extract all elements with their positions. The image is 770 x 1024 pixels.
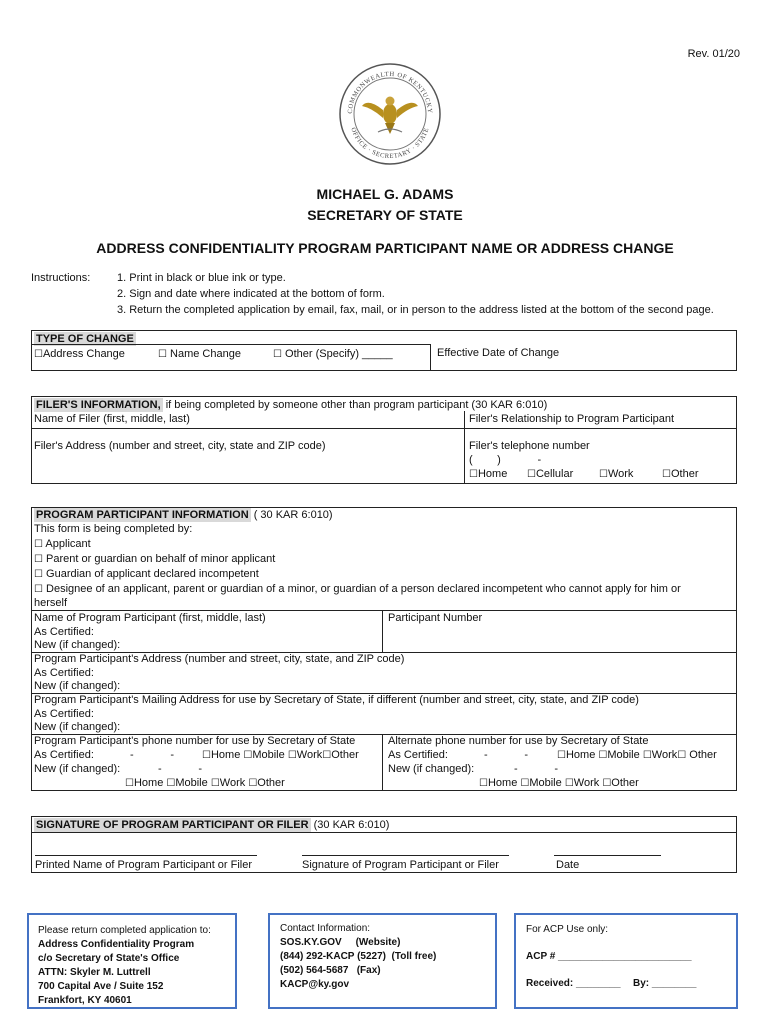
type-of-change-heading: TYPE OF CHANGE [36, 333, 134, 345]
acp-use-box [514, 913, 738, 1009]
checkbox-icon[interactable]: ☐ [479, 778, 488, 789]
acp-received-field[interactable]: Received: ________ [526, 978, 621, 989]
participant-address-label: Program Participant's Address (number and street, city, state, and ZIP code) [34, 653, 405, 665]
option-applicant[interactable]: ☐ Applicant [34, 538, 91, 550]
address-as-certified[interactable]: As Certified: [34, 667, 94, 679]
filer-phone-home[interactable]: ☐Home [469, 468, 508, 480]
checkbox-icon[interactable]: ☐ [662, 469, 671, 480]
option-other[interactable]: ☐ Other (Specify) _____ [273, 348, 393, 360]
filer-address-field[interactable]: Filer's Address (number and street, city, state and ZIP code) [34, 440, 326, 452]
name-as-certified[interactable]: As Certified: [34, 626, 94, 638]
checkbox-icon[interactable]: ☐ [677, 750, 687, 761]
participant-number-field[interactable]: Participant Number [388, 612, 483, 624]
checkbox-icon[interactable]: ☐ [34, 569, 43, 580]
checkbox-icon[interactable]: ☐ [202, 750, 211, 761]
return-line-1: Address Confidentiality Program [38, 939, 195, 950]
seal-bottom-text: OFFICE · SECRETARY · STATE [349, 126, 431, 161]
alt-phone-as-certified-types[interactable]: ☐Home ☐Mobile ☐Work☐ Other [557, 749, 717, 761]
seal-top-text: COMMONWEALTH OF KENTUCKY [346, 70, 434, 114]
date-label: Date [556, 859, 580, 871]
return-intro: Please return completed application to: [38, 925, 211, 936]
checkbox-icon[interactable]: ☐ [34, 584, 43, 595]
phone-new-types[interactable]: ☐Home ☐Mobile ☐Work ☐Other [125, 777, 285, 789]
participant-heading: PROGRAM PARTICIPANT INFORMATION [36, 509, 249, 521]
contact-fax: (502) 564-5687 (Fax) [280, 965, 381, 976]
return-line-2: c/o Secretary of State's Office [38, 953, 180, 964]
filer-phone-work[interactable]: ☐Work [599, 468, 634, 480]
printed-name-line[interactable] [35, 855, 257, 856]
checkbox-icon[interactable]: ☐ [166, 778, 176, 789]
state-seal [338, 62, 442, 166]
checkbox-icon[interactable]: ☐ [642, 750, 652, 761]
phone-as-certified-types[interactable]: ☐Home ☐Mobile ☐Work☐Other [202, 749, 359, 761]
eagle-seal-icon [338, 62, 442, 166]
return-line-4: 700 Capital Ave / Suite 152 [38, 981, 164, 992]
revision-label: Rev. 01/20 [687, 48, 740, 60]
checkbox-icon[interactable]: ☐ [598, 750, 608, 761]
checkbox-icon[interactable]: ☐ [210, 778, 220, 789]
contact-email[interactable]: KACP@ky.gov [280, 979, 350, 990]
filer-name-field[interactable]: Name of Filer (first, middle, last) [34, 413, 190, 425]
acp-by-field[interactable]: By: ________ [633, 978, 697, 989]
secretary-name: MICHAEL G. ADAMS [316, 186, 454, 202]
checkbox-icon[interactable]: ☐ [322, 750, 332, 761]
checkbox-icon[interactable]: ☐ [125, 778, 134, 789]
participant-heading-note: ( 30 KAR 6:010) [250, 509, 333, 521]
return-line-5: Frankfort, KY 40601 [38, 995, 132, 1006]
filer-phone-cellular[interactable]: ☐Cellular [527, 468, 574, 480]
contact-info-box [268, 913, 497, 1009]
date-line[interactable] [554, 855, 661, 856]
secretary-office: SECRETARY OF STATE [307, 207, 463, 223]
signature-heading: SIGNATURE OF PROGRAM PARTICIPANT OR FILER [36, 819, 309, 831]
checkbox-icon[interactable]: ☐ [564, 778, 574, 789]
contact-website[interactable]: SOS.KY.GOV (Website) [280, 937, 401, 948]
instruction-3: 3. Return the completed application by email, fax, mail, or in person to the address listed at the bottom of the second page. [117, 304, 714, 316]
option-parent-guardian[interactable]: ☐ Parent or guardian on behalf of minor applicant [34, 553, 276, 565]
instructions-label: Instructions: [31, 272, 91, 284]
participant-section [31, 507, 737, 791]
filer-section [31, 396, 737, 484]
checkbox-icon[interactable]: ☐ [527, 469, 536, 480]
name-new[interactable]: New (if changed): [34, 639, 121, 651]
checkbox-icon[interactable]: ☐ [599, 469, 608, 480]
alt-phone-as-certified-dashes: - - [484, 749, 528, 761]
signature-heading-note: (30 KAR 6:010) [310, 819, 390, 831]
filer-phone-label: Filer's telephone number [469, 440, 590, 452]
participant-name-label: Name of Program Participant (first, middle, last) [34, 612, 266, 624]
return-line-3: ATTN: Skyler M. Luttrell [38, 967, 151, 978]
checkbox-icon[interactable]: ☐ [520, 778, 530, 789]
instruction-2: 2. Sign and date where indicated at the bottom of form. [117, 288, 385, 300]
signature-label: Signature of Program Participant or Filer [302, 859, 499, 871]
mailing-as-certified[interactable]: As Certified: [34, 708, 94, 720]
option-guardian-incompetent[interactable]: ☐ Guardian of applicant declared incompetent [34, 568, 259, 580]
printed-name-label: Printed Name of Program Participant or Filer [35, 859, 253, 871]
instruction-1: 1. Print in black or blue ink or type. [117, 272, 286, 284]
contact-toll-free: (844) 292-KACP (5227) (Toll free) [280, 951, 437, 962]
filer-heading-note: if being completed by someone other than program participant (30 KAR 6:010) [162, 399, 548, 411]
option-name-change[interactable]: ☐ Name Change [158, 348, 241, 360]
checkbox-icon[interactable]: ☐ [34, 539, 43, 550]
option-designee[interactable]: ☐ Designee of an applicant, parent or guardian of a minor, or guardian of a person declared incompetent who cannot apply for him or [34, 583, 681, 595]
checkbox-icon[interactable]: ☐ [469, 469, 478, 480]
checkbox-icon[interactable]: ☐ [602, 778, 612, 789]
type-of-change-section [31, 330, 737, 371]
checkbox-icon[interactable]: ☐ [287, 750, 297, 761]
checkbox-icon[interactable]: ☐ [248, 778, 258, 789]
contact-intro: Contact Information: [280, 923, 371, 934]
filer-heading: FILER'S INFORMATION, [36, 399, 161, 411]
filer-phone-other[interactable]: ☐Other [662, 468, 699, 480]
effective-date-field[interactable]: Effective Date of Change [437, 347, 560, 359]
checkbox-icon[interactable]: ☐ [273, 349, 282, 360]
alt-phone-as-certified[interactable]: As Certified: [388, 749, 448, 761]
address-new[interactable]: New (if changed): [34, 680, 121, 692]
phone-label: Program Participant's phone number for use by Secretary of State [34, 735, 356, 747]
acp-number-field[interactable]: ACP # ________________________ [526, 951, 692, 962]
option-address-change[interactable]: ☐Address Change [34, 348, 125, 360]
phone-new-dashes: - - [158, 763, 202, 775]
signature-section [31, 816, 737, 873]
completed-by-label: This form is being completed by: [34, 523, 193, 535]
mailing-new[interactable]: New (if changed): [34, 721, 121, 733]
checkbox-icon[interactable]: ☐ [243, 750, 253, 761]
alt-phone-new[interactable]: New (if changed): [388, 763, 475, 775]
phone-new[interactable]: New (if changed): [34, 763, 121, 775]
checkbox-icon[interactable]: ☐ [34, 349, 43, 360]
return-address-box [27, 913, 237, 1009]
filer-phone-field[interactable]: ( ) - [469, 454, 542, 466]
filer-relationship-field[interactable]: Filer's Relationship to Program Participant [469, 413, 675, 425]
alt-phone-label: Alternate phone number for use by Secretary of State [388, 735, 649, 747]
mailing-address-label: Program Participant's Mailing Address for use by Secretary of State, if different (number and street, city, state, and ZIP code) [34, 694, 639, 706]
form-title: ADDRESS CONFIDENTIALITY PROGRAM PARTICIPANT NAME OR ADDRESS CHANGE [96, 240, 674, 256]
phone-as-certified-dashes: - - [130, 749, 174, 761]
acp-intro: For ACP Use only: [526, 924, 609, 935]
checkbox-icon[interactable]: ☐ [557, 750, 566, 761]
option-designee-cont: herself [34, 597, 68, 609]
signature-line[interactable] [302, 855, 509, 856]
phone-as-certified[interactable]: As Certified: [34, 749, 94, 761]
checkbox-icon[interactable]: ☐ [34, 554, 43, 565]
alt-phone-new-types[interactable]: ☐Home ☐Mobile ☐Work ☐Other [479, 777, 639, 789]
checkbox-icon[interactable]: ☐ [158, 349, 167, 360]
alt-phone-new-dashes: - - [514, 763, 558, 775]
